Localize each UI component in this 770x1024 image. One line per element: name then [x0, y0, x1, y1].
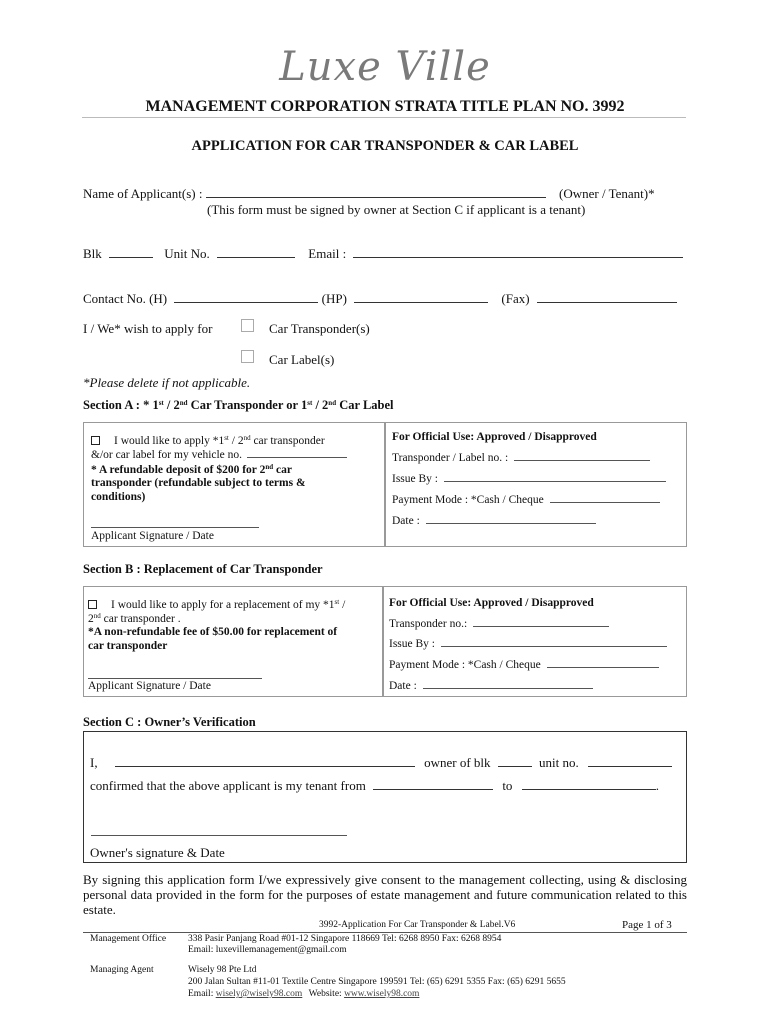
document-reference: 3992-Application For Car Transponder & Label.V6 [319, 920, 516, 930]
blk-field[interactable] [109, 247, 153, 258]
owner-signature-label: Owner's signature & Date [90, 845, 225, 860]
section-b-checkbox[interactable] [88, 600, 97, 609]
agent-email-link[interactable]: wisely@wisely98.com [215, 989, 303, 999]
section-a-line3: * A refundable deposit of $200 for 2nd car [91, 463, 292, 476]
section-b-line3: *A non-refundable fee of $50.00 for replacement of [88, 626, 338, 638]
tenancy-to-field[interactable] [522, 779, 656, 790]
label-checkbox[interactable] [241, 350, 254, 363]
section-b-signature-label: Applicant Signature / Date [88, 680, 211, 692]
blk-label: Blk [83, 246, 102, 261]
agent-website-link[interactable]: www.wisely98.com [344, 989, 420, 999]
section-c-box [83, 731, 687, 863]
management-office-label: Management Office [90, 934, 167, 944]
header-divider [82, 117, 686, 118]
email-field[interactable] [353, 247, 683, 258]
section-a-official-date: Date : [392, 515, 596, 527]
section-b-official-no: Transponder no.: [389, 618, 609, 630]
contact-fax-field[interactable] [537, 292, 677, 303]
contact-home-field[interactable] [174, 292, 318, 303]
managing-agent-contacts: Email: wisely@wisely98.com Website: www.wisely98.com [188, 989, 420, 999]
owner-signature-line[interactable] [91, 835, 347, 836]
section-b-official-issue: Issue By : [389, 638, 667, 650]
section-b-signature-line[interactable] [88, 678, 262, 679]
unit-no-label: Unit No. [164, 246, 210, 261]
section-a-line1: I would like to apply *1st / 2nd car transponder [91, 434, 325, 447]
section-b-line1: I would like to apply for a replacement of my *1st / [88, 598, 345, 611]
owner-tenant-option: (Owner / Tenant)* [559, 186, 655, 201]
section-c-owner-row: I, owner of blk unit no. [90, 755, 672, 771]
section-a-line5: conditions) [91, 491, 146, 503]
section-b-official-title: For Official Use: Approved / Disapproved [389, 597, 594, 609]
section-a-line4: transponder (refundable subject to terms & [91, 477, 306, 489]
transponder-checkbox[interactable] [241, 319, 254, 332]
page-number: Page 1 of 3 [622, 919, 672, 931]
section-b-heading: Section B : Replacement of Car Transponder [83, 562, 323, 576]
wish-label: I / We* wish to apply for [83, 321, 213, 336]
section-a-official-issue: Issue By : [392, 473, 666, 485]
section-a-signature-label: Applicant Signature / Date [91, 530, 214, 542]
section-a-checkbox[interactable] [91, 436, 100, 445]
managing-agent-address: 200 Jalan Sultan #11-01 Textile Centre Singapore 199591 Tel: (65) 6291 5355 Fax: (65) 6291 5655 [188, 977, 566, 987]
owner-unit-field[interactable] [588, 756, 672, 767]
label-option-label: Car Label(s) [269, 352, 335, 367]
owner-name-field[interactable] [115, 756, 415, 767]
section-a-line2: &/or car label for my vehicle no. [91, 449, 347, 461]
section-b-line2: 2nd car transponder . [88, 612, 181, 625]
contact-home-label: Contact No. (H) [83, 291, 168, 306]
section-b-official-date: Date : [389, 680, 593, 692]
contact-row [83, 291, 677, 307]
applicant-name-label: Name of Applicant(s) : [83, 186, 203, 201]
applicant-name-field[interactable] [206, 187, 546, 198]
section-a-heading: Section A : * 1st / 2nd Car Transponder or 1st / 2nd Car Label [83, 398, 394, 412]
management-office-email: Email: luxevillemanagement@gmail.com [188, 945, 347, 955]
owner-blk-field[interactable] [498, 756, 532, 767]
transponder-option-label: Car Transponder(s) [269, 321, 370, 336]
section-a-official-title: For Official Use: Approved / Disapproved [392, 431, 597, 443]
footer-divider [83, 932, 687, 933]
vehicle-no-field[interactable] [247, 449, 347, 458]
contact-fax-label: (Fax) [501, 291, 530, 306]
section-a-official-no: Transponder / Label no. : [392, 452, 650, 464]
section-b-line4: car transponder [88, 640, 168, 652]
section-b-official-payment: Payment Mode : *Cash / Cheque [389, 659, 659, 671]
form-title: APPLICATION FOR CAR TRANSPONDER & CAR LABEL [191, 138, 579, 154]
managing-agent-label: Managing Agent [90, 965, 154, 975]
mcst-heading: MANAGEMENT CORPORATION STRATA TITLE PLAN NO. 3992 [145, 98, 625, 115]
tenancy-from-field[interactable] [373, 779, 493, 790]
management-office-address: 338 Pasir Panjang Road #01-12 Singapore 118669 Tel: 6268 8950 Fax: 6268 8954 [188, 934, 502, 944]
consent-statement: By signing this application form I/we expressively give consent to the management collecting, using & disclosing personal data provided in the form for the purposes of estate management and future communication related to this estate. [83, 872, 687, 917]
unit-no-field[interactable] [217, 247, 295, 258]
managing-agent-name: Wisely 98 Pte Ltd [188, 965, 257, 975]
section-c-heading: Section C : Owner’s Verification [83, 715, 256, 729]
estate-logo: Luxe Ville [279, 44, 491, 90]
section-a-official-payment: Payment Mode : *Cash / Cheque [392, 494, 660, 506]
section-a-signature-line[interactable] [91, 527, 259, 528]
applicant-name-row [83, 186, 655, 202]
contact-hp-field[interactable] [354, 292, 488, 303]
delete-note: *Please delete if not applicable. [83, 375, 251, 390]
email-label: Email : [308, 246, 347, 261]
contact-hp-label: (HP) [321, 291, 347, 306]
section-c-tenancy-row: confirmed that the above applicant is my tenant from to . [90, 778, 659, 793]
address-row [83, 246, 683, 262]
tenant-sign-note: (This form must be signed by owner at Section C if applicant is a tenant) [207, 202, 586, 217]
